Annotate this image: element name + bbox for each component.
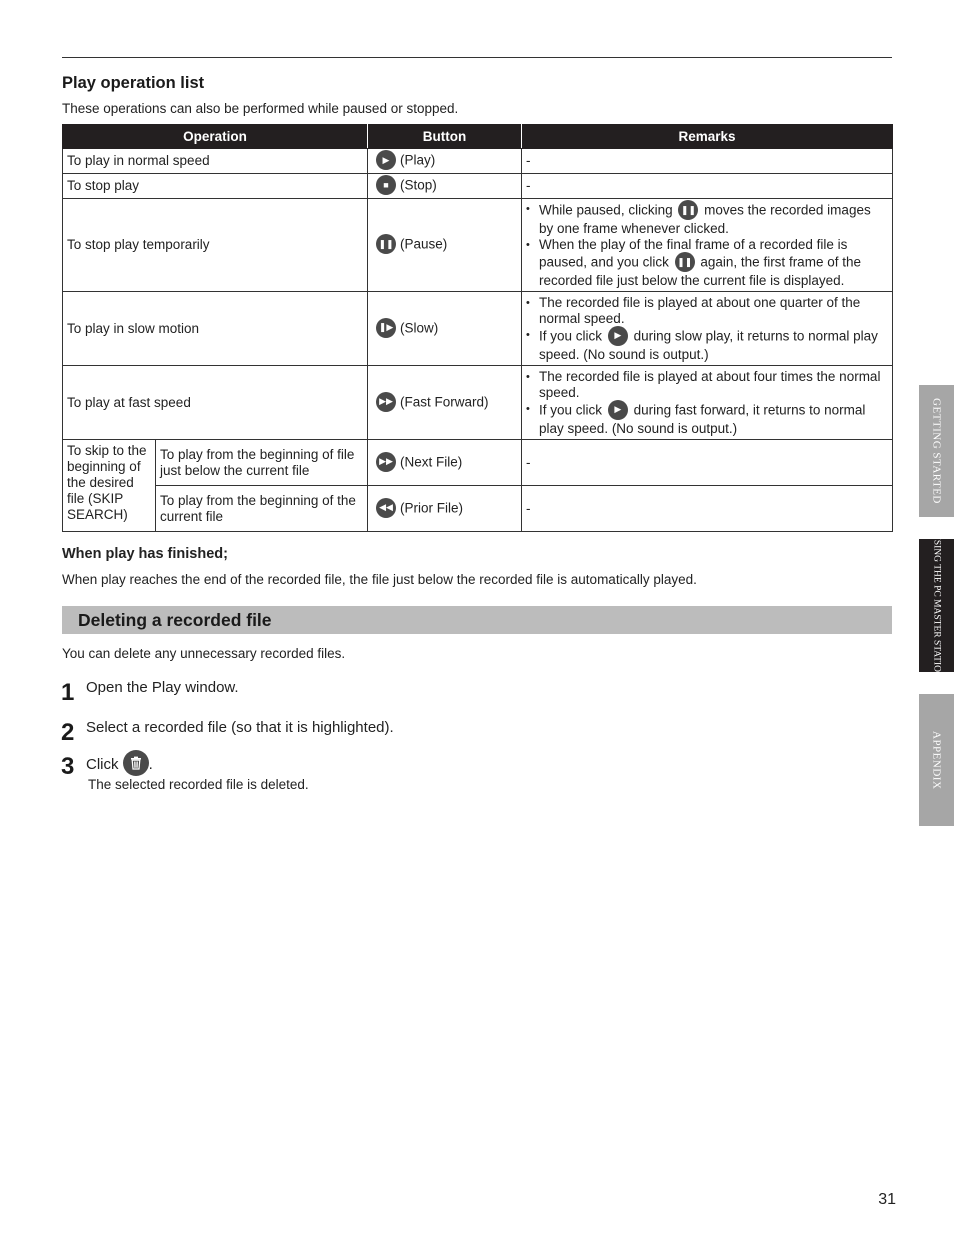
section-bar (62, 606, 892, 634)
play-icon: ▶ (608, 400, 628, 420)
section-title: Play operation list (62, 74, 205, 92)
delete-intro: You can delete any unnecessary recorded files. (62, 646, 346, 661)
intro-text: These operations can also be performed while paused or stopped. (62, 101, 459, 116)
stop-icon: ■ (376, 175, 396, 195)
remark-text: While paused, clicking (539, 202, 673, 218)
sub-operation-cell: To play from the beginning of file just below the current file (156, 440, 368, 486)
button-label: (Pause) (400, 236, 448, 252)
remark-text: moves the recorded images by one frame whenever clicked. (539, 202, 871, 236)
table-row (63, 366, 893, 440)
remark-cell: - (522, 486, 893, 532)
remark-text: If you click (539, 402, 603, 418)
pause-icon: ❚❚ (678, 200, 698, 220)
finished-title: When play has finished; (62, 546, 228, 562)
remark-item (526, 327, 888, 363)
remark-cell (522, 366, 893, 440)
table-row (63, 486, 893, 532)
remark-item (526, 401, 888, 437)
step-number: 3 (61, 753, 75, 780)
remark-cell: - (522, 174, 893, 199)
step-text-suffix: . (148, 755, 153, 773)
header-button: Button (368, 125, 522, 149)
pause-icon: ❚❚ (675, 252, 695, 272)
button-cell (368, 440, 522, 486)
side-tab-getting-started[interactable] (919, 385, 954, 517)
operation-cell: To play at fast speed (63, 366, 368, 440)
step-text: Select a recorded file (so that it is highlighted). (86, 719, 394, 736)
header-operation: Operation (63, 125, 368, 149)
header-remarks: Remarks (522, 125, 893, 149)
side-tab-label: APPENDIX (930, 730, 943, 790)
remark-text: during slow play, it returns to normal play speed. (No sound is output.) (539, 328, 878, 362)
step-note: The selected recorded file is deleted. (88, 777, 309, 792)
remark-list (526, 201, 888, 289)
remark-cell (522, 292, 893, 366)
finished-text: When play reaches the end of the recorded file, the file just below the recorded file is automatically played. (62, 572, 697, 587)
play-icon: ▶ (376, 150, 396, 170)
step-text-label: Click (86, 755, 119, 773)
side-tab-label: USING THE PC MASTER STATION (931, 532, 942, 679)
remark-text: When the play of the final frame of a recorded file is paused, and you click (539, 237, 848, 270)
step-number: 1 (61, 679, 75, 706)
operation-cell: To play in normal speed (63, 149, 368, 174)
play-icon: ▶ (608, 326, 628, 346)
remark-list (526, 369, 888, 437)
pause-icon: ❚❚ (376, 234, 396, 254)
slow-icon: ❚▶ (376, 318, 396, 338)
remark-cell: - (522, 440, 893, 486)
remark-item (526, 237, 888, 289)
page-number: 31 (878, 1191, 896, 1208)
button-label: (Slow) (400, 320, 439, 336)
side-tab-label: GETTING STARTED (930, 398, 943, 504)
table-row (63, 199, 893, 292)
table-header-row (63, 125, 893, 149)
sub-operation-cell: To play from the beginning of the current file (156, 486, 368, 532)
table-row (63, 174, 893, 199)
operation-cell: To stop play temporarily (63, 199, 368, 292)
button-label: (Fast Forward) (400, 394, 489, 410)
operation-cell: To stop play (63, 174, 368, 199)
remark-text: during fast forward, it returns to normal play speed. (No sound is output.) (539, 402, 866, 436)
remark-text: again, the first frame of the recorded file just below the current file is displayed. (539, 254, 861, 288)
operation-table (62, 124, 893, 532)
next-file-icon: ▶▶ (376, 452, 396, 472)
trash-icon (123, 750, 149, 776)
button-label: (Prior File) (400, 500, 464, 516)
step-number: 2 (61, 719, 75, 746)
button-label: (Play) (400, 152, 436, 168)
side-tab-appendix[interactable] (919, 694, 954, 826)
top-rule (62, 57, 892, 58)
button-cell (368, 366, 522, 440)
table-row (63, 440, 893, 486)
operation-cell: To skip to the beginning of the desired file (SKIP SEARCH) (63, 440, 156, 532)
remark-cell: - (522, 149, 893, 174)
button-cell (368, 174, 522, 199)
table-row (63, 149, 893, 174)
remark-item (526, 201, 888, 237)
step-text (86, 752, 153, 778)
remark-text: If you click (539, 328, 603, 344)
prior-file-icon: ◀◀ (376, 498, 396, 518)
side-tab-using-pc-master-station[interactable] (919, 532, 954, 679)
table-row (63, 292, 893, 366)
button-cell (368, 292, 522, 366)
step-text: Open the Play window. (86, 679, 239, 696)
operation-cell: To play in slow motion (63, 292, 368, 366)
remark-cell (522, 199, 893, 292)
fast-forward-icon: ▶▶ (376, 392, 396, 412)
button-cell (368, 149, 522, 174)
button-cell (368, 486, 522, 532)
delete-title: Deleting a recorded file (78, 610, 272, 630)
button-label: (Stop) (400, 177, 437, 193)
remark-item: • The recorded file is played at about four times the normal speed. (526, 369, 888, 401)
remark-list (526, 295, 888, 363)
button-label: (Next File) (400, 454, 463, 470)
button-cell (368, 199, 522, 292)
remark-item: • The recorded file is played at about one quarter of the normal speed. (526, 295, 888, 327)
